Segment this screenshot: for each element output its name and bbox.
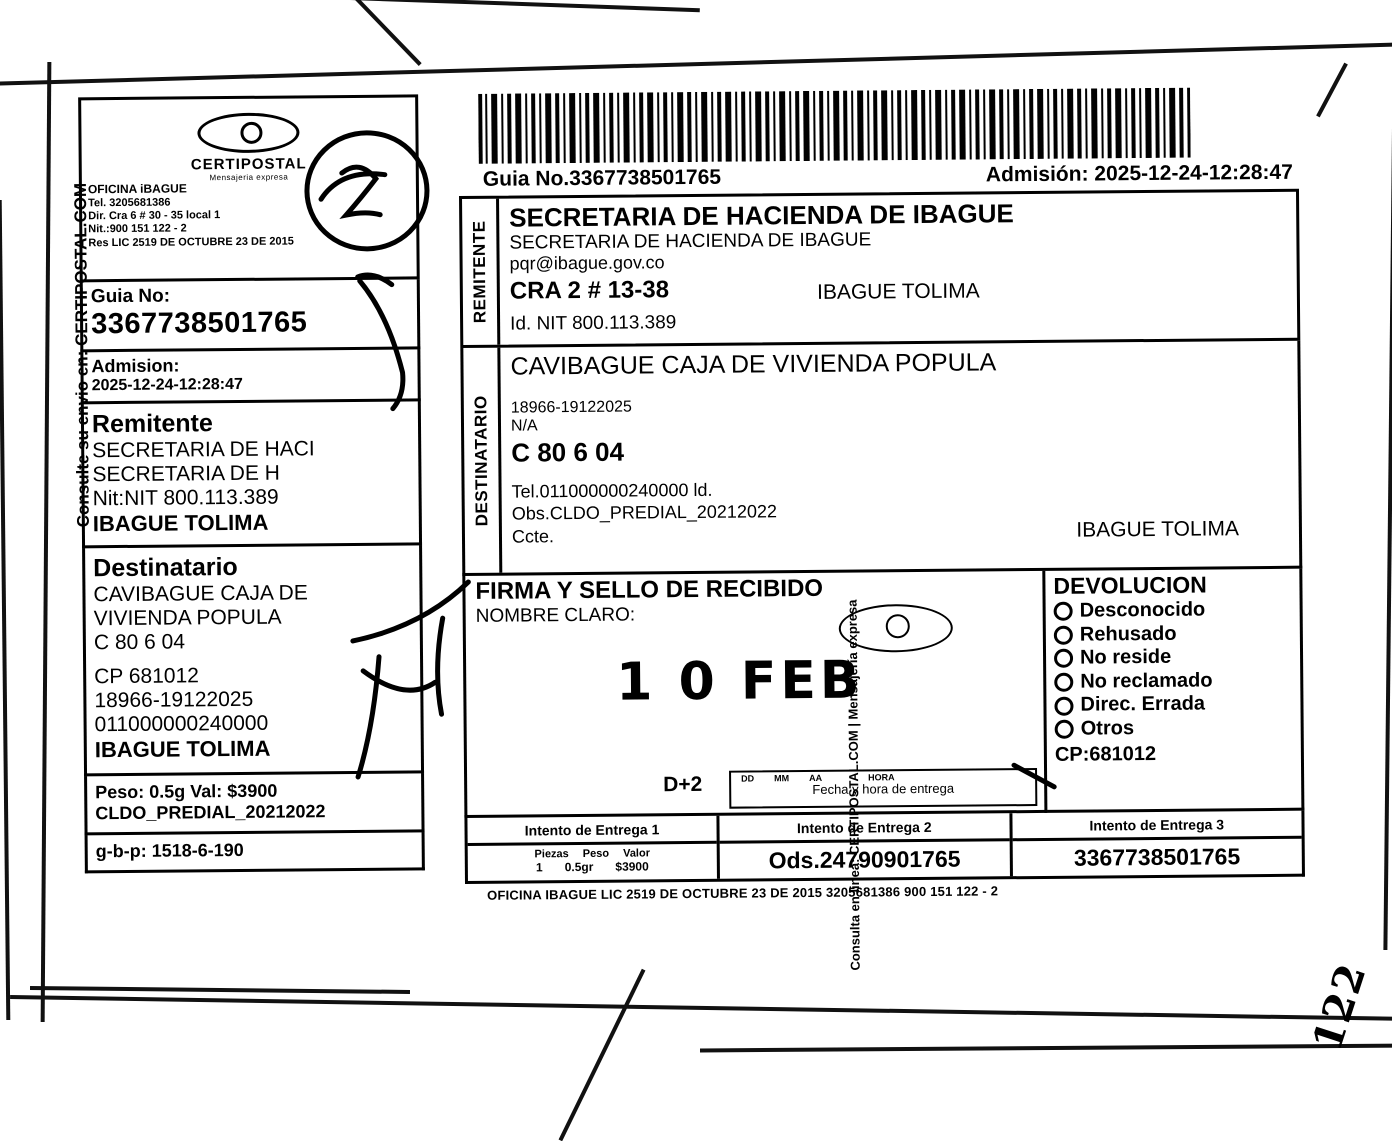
- devolucion-option-label: Otros: [1080, 717, 1135, 740]
- devolucion-option-label: No reside: [1079, 646, 1172, 669]
- destinatario-tab: [463, 348, 502, 573]
- piezas-block: [468, 844, 717, 875]
- guia-value: 3367738501765: [1073, 843, 1241, 871]
- devolucion-box: [1045, 569, 1304, 813]
- office-details: [82, 175, 417, 250]
- peso-line: Peso: 0.5g Val: $3900: [95, 780, 278, 803]
- radio-icon[interactable]: [1054, 673, 1073, 692]
- devolucion-cp: CP:681012: [1054, 742, 1157, 766]
- date-stamp: 1 0 FEB: [615, 650, 864, 713]
- destinatario-cp: CP 681012: [94, 664, 199, 689]
- gbp-line: g-b-p: 1518-6-190: [95, 839, 244, 862]
- devolucion-option-direc-errada[interactable]: [1054, 692, 1300, 718]
- piezas-v1: 1: [535, 860, 543, 875]
- office-line-3: Dir. Cra 6 # 30 - 35 local 1: [88, 209, 221, 223]
- left-side-note: Consulte su envio en: CERTIPOSTAL.COM: [70, 182, 93, 528]
- fecha-hora: HORA: [868, 772, 895, 783]
- destinatario-title: Destinatario: [93, 552, 238, 583]
- radio-icon[interactable]: [1054, 649, 1073, 668]
- scan-edge-corner-right: [1316, 63, 1348, 118]
- remitente-tab: [462, 199, 500, 345]
- intentos-table: [464, 811, 1305, 884]
- destinatario-block: [460, 341, 1302, 576]
- label-right-column: [458, 87, 1305, 971]
- piezas-h2: Peso: [582, 847, 610, 860]
- destinatario-na: N/A: [510, 417, 538, 435]
- right-side-note: Consulta en linea: CERTIPOSTAL.COM | Mensajería expresa: [844, 599, 863, 971]
- guia-label: Guia No:: [90, 285, 171, 308]
- firma-subtitle: NOMBRE CLARO:: [475, 604, 636, 627]
- intento-col-1: [467, 816, 720, 881]
- logo-name: CERTIPOSTAL: [190, 155, 307, 174]
- scan-edge-bottom-right: [700, 1044, 1392, 1053]
- ods-value: Ods.24790901765: [768, 845, 961, 874]
- remitente-title: Remitente: [91, 409, 213, 439]
- intento-header-1: Intento de Entrega 1: [467, 816, 716, 846]
- office-line-2: Tel. 3205681386: [88, 196, 171, 209]
- devolucion-option-rehusado[interactable]: [1054, 621, 1300, 647]
- remitente-name: SECRETARIA DE HACIENDA DE IBAGUE: [509, 198, 1014, 233]
- fecha-label: Fecha y hora de entrega: [812, 780, 955, 797]
- fecha-mm: MM: [774, 773, 790, 784]
- devolucion-option-label: Desconocido: [1079, 598, 1206, 622]
- office-line-1: OFICINA iBAGUE: [87, 181, 187, 197]
- destinatario-body: [500, 341, 1299, 573]
- destinatario-line-3: C 80 6 04: [93, 630, 186, 655]
- destinatario-city: IBAGUE TOLIMA: [1076, 517, 1240, 542]
- admision-box: [80, 349, 420, 404]
- remitente-line-1: SECRETARIA DE HACI: [92, 437, 315, 463]
- intento-col-3: [1012, 811, 1302, 877]
- footer-line: OFICINA IBAGUE LIC 2519 DE OCTUBRE 23 DE 2015 3205681386 900 151 122 - 2: [487, 883, 999, 903]
- radio-icon[interactable]: [1054, 696, 1073, 715]
- dplus-label: D+2: [663, 772, 703, 797]
- piezas-v3: $3900: [615, 859, 649, 874]
- intento-header-3: Intento de Entrega 3: [1012, 811, 1302, 842]
- remitente-address: CRA 2 # 13-38: [509, 276, 670, 305]
- fecha-aa: AA: [809, 772, 823, 783]
- remitente-box-left: [81, 401, 422, 548]
- guia-number-right: Guia No.3367738501765: [482, 165, 722, 191]
- firma-devolucion-row: [462, 569, 1304, 818]
- destinatario-box-left: [82, 545, 424, 776]
- intento-col-2: [719, 813, 1012, 879]
- remitente-line-2: SECRETARIA DE H: [92, 461, 281, 487]
- remitente-id: Id. NIT 800.113.389: [510, 312, 677, 335]
- destinatario-obs: Obs.CLDO_PREDIAL_20212022: [511, 501, 778, 524]
- gbp-box: [85, 832, 425, 873]
- shipping-label: [58, 73, 1328, 1004]
- destinatario-line-1: CAVIBAGUE CAJA DE: [93, 581, 308, 607]
- remitente-tab-label: REMITENTE: [469, 220, 490, 324]
- certipostal-logo: [81, 97, 416, 183]
- piezas-h3: Valor: [623, 847, 651, 860]
- intento-header-2: Intento de Entrega 2: [719, 813, 1009, 844]
- fecha-entrega-box: [729, 768, 1037, 809]
- scan-edge-right: [1383, 70, 1392, 950]
- office-line-5: Res LIC 2519 DE OCTUBRE 23 DE 2015: [88, 235, 294, 250]
- devolucion-option-label: No reclamado: [1080, 669, 1213, 693]
- remitente-line-4: IBAGUE TOLIMA: [92, 509, 269, 537]
- destinatario-ref: 18966-19122025: [510, 398, 632, 417]
- destinatario-city: IBAGUE TOLIMA: [94, 735, 271, 763]
- admision-label: Admision:: [91, 355, 180, 377]
- devolucion-option-no-reclamado[interactable]: [1054, 668, 1300, 694]
- office-box: [78, 94, 420, 282]
- piezas-h1: Piezas: [534, 848, 569, 861]
- piezas-values: [468, 859, 717, 875]
- office-line-4: Nit.:900 151 122 - 2: [88, 222, 187, 236]
- fecha-dd: DD: [741, 773, 755, 784]
- devolucion-option-label: Direc. Errada: [1080, 692, 1206, 716]
- guia-box: [80, 279, 421, 352]
- remitente-line-3: Nit:NIT 800.113.389: [92, 485, 279, 511]
- destinatario-tab-label: DESTINATARIO: [470, 394, 491, 526]
- scan-edge-left: [41, 62, 52, 1022]
- destinatario-ref: 18966-19122025: [94, 687, 254, 713]
- scan-edge-left-outer: [0, 200, 10, 1020]
- radio-icon[interactable]: [1055, 720, 1074, 739]
- destinatario-line-2: VIVIENDA POPULA: [93, 605, 282, 631]
- radio-icon[interactable]: [1054, 602, 1073, 621]
- remitente-block: [459, 189, 1300, 348]
- devolucion-option-label: Rehusado: [1079, 622, 1177, 646]
- scan-edge-top2: [0, 0, 700, 12]
- label-left-column: [70, 94, 425, 873]
- radio-icon[interactable]: [1054, 626, 1073, 645]
- devolucion-option-desconocido[interactable]: [1054, 598, 1300, 624]
- remitente-name-2: SECRETARIA DE HACIENDA DE IBAGUE: [509, 229, 872, 254]
- admision-right: Admisión: 2025-12-24-12:28:47: [985, 160, 1293, 187]
- firma-box: [462, 571, 1047, 818]
- scan-edge-diagonal-top-right: [342, 0, 421, 66]
- destinatario-name: CAVIBAGUE CAJA DE VIVIENDA POPULA: [510, 348, 997, 381]
- destinatario-code: C 80 6 04: [511, 436, 625, 468]
- admision-value: 2025-12-24-12:28:47: [91, 375, 243, 395]
- remitente-email: pqr@ibague.gov.co: [509, 252, 665, 274]
- piezas-v2: 0.5gr: [564, 859, 594, 875]
- devolucion-option-otros[interactable]: [1055, 716, 1301, 742]
- devolucion-option-no-reside[interactable]: [1054, 645, 1300, 671]
- obs-line: CLDO_PREDIAL_20212022: [95, 801, 326, 824]
- destinatario-tel: 011000000240000: [94, 711, 269, 737]
- destinatario-ccte: Ccte.: [511, 525, 555, 547]
- barcode: [478, 87, 1299, 164]
- destinatario-tel: Tel.011000000240000 ld.: [511, 479, 713, 502]
- guia-number: 3367738501765: [90, 306, 308, 341]
- remitente-body: [499, 192, 1297, 345]
- firma-title: FIRMA Y SELLO DE RECIBIDO: [475, 574, 824, 605]
- remitente-city: IBAGUE TOLIMA: [816, 279, 980, 304]
- logo-tagline: Mensajeria expresa: [209, 172, 289, 183]
- peso-box: [84, 773, 425, 835]
- devolucion-title: DEVOLUCION: [1053, 571, 1207, 599]
- logo-oval-icon: [197, 112, 299, 153]
- handwriting-corner-mark: 122: [1303, 956, 1376, 1057]
